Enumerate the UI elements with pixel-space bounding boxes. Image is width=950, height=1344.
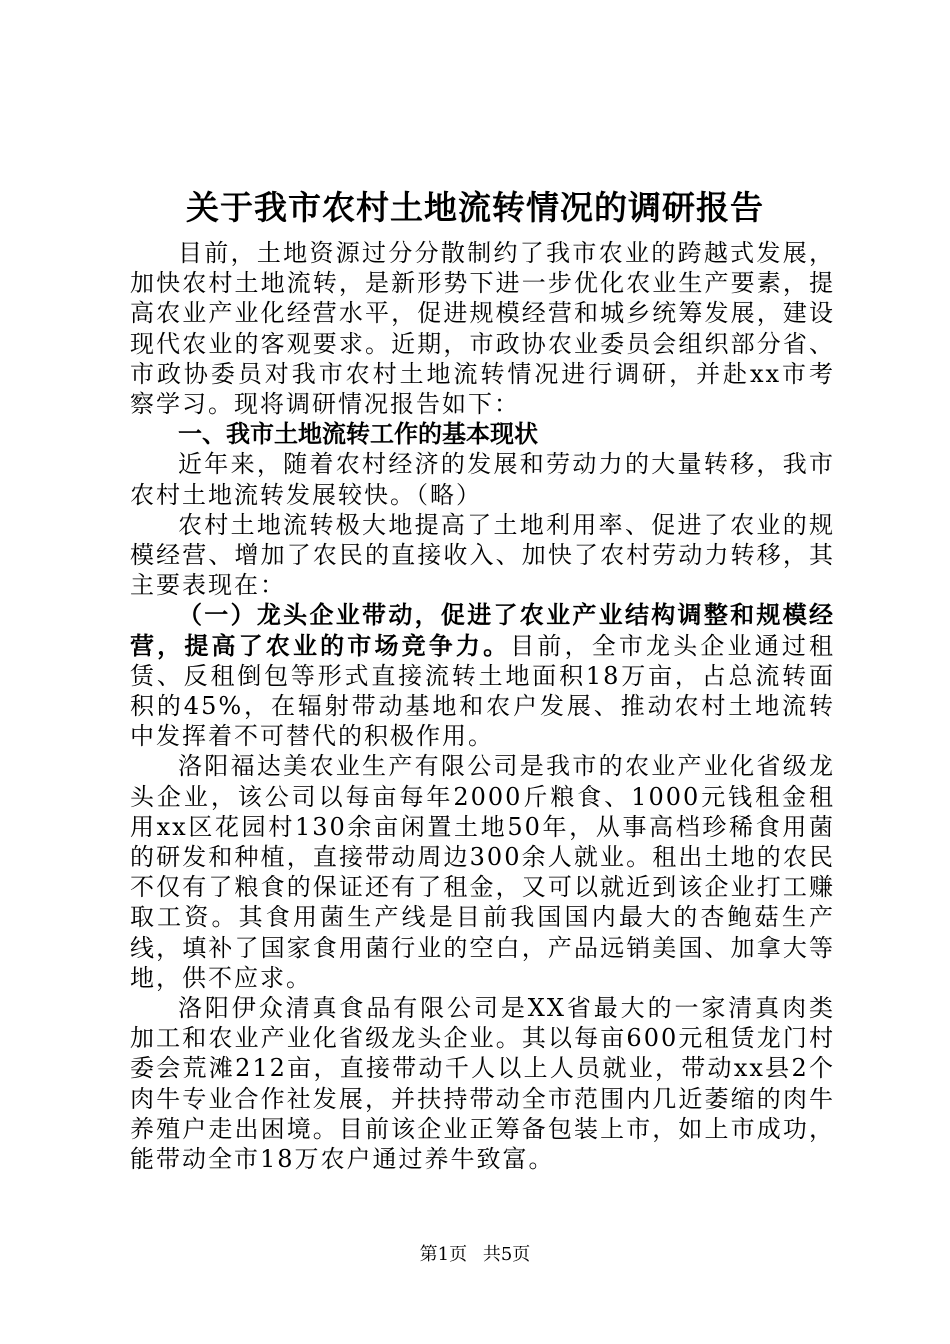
page-total: 共5页 — [482, 1244, 531, 1265]
intro-paragraph: 目前，土地资源过分分散制约了我市农业的跨越式发展，加快农村土地流转，是新形势下进一步优化农业生产要素，提高农业产业化经营水平，促进规模经营和城乡统筹发展，建设现代农业的客观要求。近期，市政协农业委员会组织部分省、市政协委员对我市农村土地流转情况进行调研，并赴xx市考察学习。现将调研情况报告如下： — [130, 239, 835, 419]
paragraph-subsection-one — [130, 600, 835, 751]
subsection-heading: （一）龙头企业带动，促进了农业产业结构调整和规模经营，提高了农业的市场竞争力。 — [130, 600, 835, 660]
document-body — [130, 238, 835, 1174]
paragraph-yizhong: 洛阳伊众清真食品有限公司是XX省最大的一家清真肉类加工和农业产业化省级龙头企业。其以每亩600元租赁龙门村委会荒滩212亩，直接带动千人以上人员就业，带动xx县2个肉牛专业合作社发展，并扶持带动全市范围内几近萎缩的肉牛养殖户走出困境。目前该企业正筹备包装上市，如上市成功，能带动全市18万农户通过养牛致富。 — [130, 994, 835, 1174]
document-title: 关于我市农村土地流转情况的调研报告 — [186, 188, 764, 227]
subsection-body: 目前，全市龙头企业通过租赁、反租倒包等形式直接流转土地面积18万亩，占总流转面积的45%，在辐射带动基地和农户发展、推动农村土地流转中发挥着不可替代的积极作用。 — [130, 631, 836, 751]
section-heading: 一、我市土地流转工作的基本现状 — [178, 419, 538, 449]
paragraph-current-status: 近年来，随着农村经济的发展和劳动力的大量转移，我市农村土地流转发展较快。（略） — [130, 450, 835, 509]
paragraph-fudamei: 洛阳福达美农业生产有限公司是我市的农业产业化省级龙头企业，该公司以每亩每年2000斤粮食、1000元钱租金租用xx区花园村130余亩闲置土地50年，从事高档珍稀食用菌的研发和种植，直接带动周边300余人就业。租出土地的农民不仅有了粮食的保证还有了租金，又可以就近到该企业打工赚取工资。其食用菌生产线是目前我国国内最大的杏鲍菇生产线，填补了国家食用菌行业的空白，产品远销美国、加拿大等地，供不应求。 — [130, 752, 835, 992]
paragraph-benefits: 农村土地流转极大地提高了土地利用率、促进了农业的规模经营、增加了农民的直接收入、加快了农村劳动力转移，其主要表现在： — [130, 510, 835, 600]
page-footer — [0, 1243, 950, 1267]
page-number: 第1页 — [419, 1244, 468, 1265]
